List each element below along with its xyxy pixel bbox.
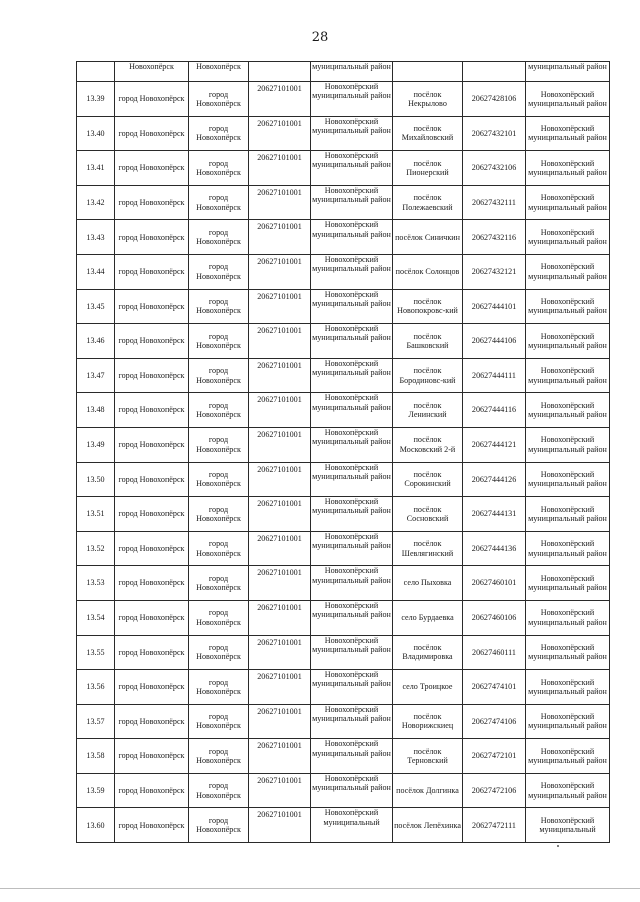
table-row [77, 185, 610, 220]
cell-muni: Новохопёрский муниципальный район [311, 773, 393, 808]
cell-oktmo: 20627472111 [463, 808, 526, 843]
cell-city: город Новохопёрск [115, 393, 189, 428]
cell-settlement: посёлок Башковский [393, 324, 463, 359]
table-row [77, 358, 610, 393]
cell-oktmo: 20627474101 [463, 670, 526, 705]
cell-num: 13.42 [77, 185, 115, 220]
cell-center: город Новохопёрск [189, 808, 249, 843]
cell-center: город Новохопёрск [189, 116, 249, 151]
cell-code: 20627101001 [249, 566, 311, 601]
cell-settlement: посёлок Солонцов [393, 254, 463, 289]
cell-muni: Новохопёрский муниципальный район [311, 670, 393, 705]
cell-settlement: посёлок Московский 2-й [393, 427, 463, 462]
cell-code: 20627101001 [249, 185, 311, 220]
cell-settlement: посёлок Шевлягинский [393, 531, 463, 566]
cell-num: 13.60 [77, 808, 115, 843]
cell-muni: Новохопёрский муниципальный район [311, 427, 393, 462]
cell-oktmo [463, 62, 526, 82]
cell-muni: Новохопёрский муниципальный район [311, 739, 393, 774]
cell-oktmo: 20627444126 [463, 462, 526, 497]
cell-district: Новохопёрский муниципальный район [526, 220, 610, 255]
cell-center: город Новохопёрск [189, 531, 249, 566]
cell-muni: Новохопёрский муниципальный район [311, 185, 393, 220]
table-row [77, 808, 610, 843]
cell-num: 13.44 [77, 254, 115, 289]
cell-settlement: посёлок Новопокровс-кий [393, 289, 463, 324]
cell-settlement: посёлок Терновский [393, 739, 463, 774]
cell-center: город Новохопёрск [189, 324, 249, 359]
table-row [77, 220, 610, 255]
cell-muni: Новохопёрский муниципальный район [311, 462, 393, 497]
cell-muni: Новохопёрский муниципальный район [311, 289, 393, 324]
cell-code: 20627101001 [249, 151, 311, 186]
cell-city: город Новохопёрск [115, 497, 189, 532]
cell-num: 13.47 [77, 358, 115, 393]
table-row [77, 462, 610, 497]
cell-num: 13.56 [77, 670, 115, 705]
cell-district: Новохопёрский муниципальный район [526, 635, 610, 670]
cell-settlement: село Пыховка [393, 566, 463, 601]
cell-city: город Новохопёрск [115, 808, 189, 843]
page-bottom-rule [0, 888, 640, 889]
cell-oktmo: 20627472101 [463, 739, 526, 774]
table-row [77, 393, 610, 428]
cell-oktmo: 20627474106 [463, 704, 526, 739]
cell-code: 20627101001 [249, 220, 311, 255]
cell-city: Новохопёрск [115, 62, 189, 82]
cell-code: 20627101001 [249, 427, 311, 462]
cell-num: 13.57 [77, 704, 115, 739]
cell-code: 20627101001 [249, 808, 311, 843]
cell-city: город Новохопёрск [115, 254, 189, 289]
table-row [77, 324, 610, 359]
cell-oktmo: 20627444121 [463, 427, 526, 462]
cell-city: город Новохопёрск [115, 635, 189, 670]
table-row [77, 116, 610, 151]
cell-center: город Новохопёрск [189, 427, 249, 462]
table-row [77, 531, 610, 566]
cell-code: 20627101001 [249, 82, 311, 117]
table-row [77, 82, 610, 117]
cell-city: город Новохопёрск [115, 739, 189, 774]
cell-center: город Новохопёрск [189, 393, 249, 428]
cell-code: 20627101001 [249, 358, 311, 393]
cell-center: город Новохопёрск [189, 254, 249, 289]
cell-settlement: посёлок Синичкин [393, 220, 463, 255]
cell-center: город Новохопёрск [189, 704, 249, 739]
cell-num: 13.59 [77, 773, 115, 808]
cell-muni: Новохопёрский муниципальный район [311, 531, 393, 566]
cell-settlement: посёлок Ленинский [393, 393, 463, 428]
cell-city: город Новохопёрск [115, 704, 189, 739]
cell-district: Новохопёрский муниципальный район [526, 254, 610, 289]
cell-district: Новохопёрский муниципальный район [526, 393, 610, 428]
table-row [77, 739, 610, 774]
cell-district: Новохопёрский муниципальный район [526, 462, 610, 497]
cell-center: город Новохопёрск [189, 635, 249, 670]
cell-city: город Новохопёрск [115, 531, 189, 566]
cell-district: Новохопёрский муниципальный район [526, 670, 610, 705]
cell-oktmo: 20627472106 [463, 773, 526, 808]
table-row-continued [77, 62, 610, 82]
cell-code: 20627101001 [249, 704, 311, 739]
cell-district: Новохопёрский муниципальный район [526, 358, 610, 393]
table-row [77, 600, 610, 635]
cell-city: город Новохопёрск [115, 324, 189, 359]
cell-district: Новохопёрский муниципальный район [526, 427, 610, 462]
cell-oktmo: 20627432121 [463, 254, 526, 289]
cell-num: 13.46 [77, 324, 115, 359]
cell-district: Новохопёрский муниципальный район [526, 773, 610, 808]
cell-num: 13.49 [77, 427, 115, 462]
table-row [77, 670, 610, 705]
cell-muni: Новохопёрский муниципальный [311, 808, 393, 843]
cell-num: 13.50 [77, 462, 115, 497]
cell-center: город Новохопёрск [189, 462, 249, 497]
cell-muni: Новохопёрский муниципальный район [311, 704, 393, 739]
cell-city: город Новохопёрск [115, 289, 189, 324]
cell-settlement: посёлок Пионерский [393, 151, 463, 186]
cell-city: город Новохопёрск [115, 462, 189, 497]
cell-district: Новохопёрский муниципальный район [526, 739, 610, 774]
cell-center: город Новохопёрск [189, 739, 249, 774]
cell-code: 20627101001 [249, 289, 311, 324]
cell-code: 20627101001 [249, 600, 311, 635]
cell-muni: Новохопёрский муниципальный район [311, 497, 393, 532]
cell-center: город Новохопёрск [189, 185, 249, 220]
cell-num: 13.52 [77, 531, 115, 566]
cell-center: город Новохопёрск [189, 220, 249, 255]
cell-city: город Новохопёрск [115, 82, 189, 117]
cell-center: город Новохопёрск [189, 566, 249, 601]
cell-muni: Новохопёрский муниципальный район [311, 566, 393, 601]
cell-district: Новохопёрский муниципальный район [526, 82, 610, 117]
cell-muni: Новохопёрский муниципальный район [311, 600, 393, 635]
cell-city: город Новохопёрск [115, 600, 189, 635]
cell-settlement: село Бурдаевка [393, 600, 463, 635]
cell-muni: Новохопёрский муниципальный район [311, 220, 393, 255]
cell-muni: Новохопёрский муниципальный район [311, 254, 393, 289]
cell-settlement: посёлок Сосновский [393, 497, 463, 532]
cell-city: город Новохопёрск [115, 151, 189, 186]
cell-city: город Новохопёрск [115, 116, 189, 151]
cell-city: город Новохопёрск [115, 773, 189, 808]
cell-oktmo: 20627444136 [463, 531, 526, 566]
cell-num: 13.45 [77, 289, 115, 324]
table-row [77, 151, 610, 186]
table-row [77, 289, 610, 324]
cell-code: 20627101001 [249, 462, 311, 497]
cell-district: Новохопёрский муниципальный район [526, 324, 610, 359]
cell-settlement [393, 62, 463, 82]
cell-oktmo: 20627444101 [463, 289, 526, 324]
table-row [77, 635, 610, 670]
cell-muni: Новохопёрский муниципальный район [311, 116, 393, 151]
settlement-table [76, 61, 610, 843]
cell-city: город Новохопёрск [115, 427, 189, 462]
cell-settlement: посёлок Некрылово [393, 82, 463, 117]
cell-oktmo: 20627432111 [463, 185, 526, 220]
cell-center: город Новохопёрск [189, 600, 249, 635]
cell-muni: Новохопёрский муниципальный район [311, 393, 393, 428]
cell-city: город Новохопёрск [115, 185, 189, 220]
cell-num: 13.54 [77, 600, 115, 635]
cell-code: 20627101001 [249, 497, 311, 532]
cell-center: город Новохопёрск [189, 497, 249, 532]
cell-district: Новохопёрский муниципальный район [526, 531, 610, 566]
cell-district: Новохопёрский муниципальный район [526, 497, 610, 532]
cell-code: 20627101001 [249, 670, 311, 705]
table-row [77, 566, 610, 601]
cell-center: город Новохопёрск [189, 358, 249, 393]
cell-settlement: посёлок Лепёхинка [393, 808, 463, 843]
cell-num: 13.51 [77, 497, 115, 532]
cell-oktmo: 20627444111 [463, 358, 526, 393]
cell-center: город Новохопёрск [189, 82, 249, 117]
cell-code: 20627101001 [249, 254, 311, 289]
cell-settlement: село Троицкое [393, 670, 463, 705]
cell-city: город Новохопёрск [115, 566, 189, 601]
cell-settlement: посёлок Новорижскиец [393, 704, 463, 739]
cell-oktmo: 20627460101 [463, 566, 526, 601]
table-row [77, 497, 610, 532]
cell-district: Новохопёрский муниципальный район [526, 566, 610, 601]
cell-num: 13.53 [77, 566, 115, 601]
cell-center: город Новохопёрск [189, 670, 249, 705]
cell-code [249, 62, 311, 82]
cell-settlement: посёлок Михайловский [393, 116, 463, 151]
cell-city: город Новохопёрск [115, 220, 189, 255]
table-row [77, 704, 610, 739]
cell-num [77, 62, 115, 82]
cell-code: 20627101001 [249, 773, 311, 808]
cell-muni: Новохопёрский муниципальный район [311, 358, 393, 393]
table-row [77, 427, 610, 462]
cell-muni: Новохопёрский муниципальный район [311, 151, 393, 186]
cell-settlement: посёлок Бородиновс-кий [393, 358, 463, 393]
cell-code: 20627101001 [249, 531, 311, 566]
cell-num: 13.55 [77, 635, 115, 670]
table-row [77, 773, 610, 808]
cell-oktmo: 20627432116 [463, 220, 526, 255]
cell-code: 20627101001 [249, 635, 311, 670]
cell-oktmo: 20627444131 [463, 497, 526, 532]
cell-num: 13.58 [77, 739, 115, 774]
cell-num: 13.41 [77, 151, 115, 186]
cell-oktmo: 20627444116 [463, 393, 526, 428]
cell-oktmo: 20627432101 [463, 116, 526, 151]
cell-num: 13.48 [77, 393, 115, 428]
cell-center: город Новохопёрск [189, 151, 249, 186]
cell-num: 13.40 [77, 116, 115, 151]
cell-district: Новохопёрский муниципальный район [526, 151, 610, 186]
cell-settlement: посёлок Сорокинский [393, 462, 463, 497]
cell-district: Новохопёрский муниципальный район [526, 704, 610, 739]
cell-oktmo: 20627460111 [463, 635, 526, 670]
cell-district: муниципальный район [526, 62, 610, 82]
cell-district: Новохопёрский муниципальный район [526, 600, 610, 635]
cell-city: город Новохопёрск [115, 670, 189, 705]
cell-muni: Новохопёрский муниципальный район [311, 635, 393, 670]
cell-district: Новохопёрский муниципальный район [526, 289, 610, 324]
cell-district: Новохопёрский муниципальный [526, 808, 610, 843]
table-body [77, 62, 610, 843]
cell-muni: муниципальный район [311, 62, 393, 82]
cell-code: 20627101001 [249, 116, 311, 151]
cell-code: 20627101001 [249, 739, 311, 774]
cell-center: Новохопёрск [189, 62, 249, 82]
cell-code: 20627101001 [249, 324, 311, 359]
cell-district: Новохопёрский муниципальный район [526, 116, 610, 151]
cell-city: город Новохопёрск [115, 358, 189, 393]
scan-mark [557, 845, 559, 847]
cell-oktmo: 20627460106 [463, 600, 526, 635]
cell-settlement: посёлок Долгинка [393, 773, 463, 808]
cell-oktmo: 20627432106 [463, 151, 526, 186]
cell-muni: Новохопёрский муниципальный район [311, 324, 393, 359]
cell-settlement: посёлок Владимировка [393, 635, 463, 670]
cell-settlement: посёлок Полежаевский [393, 185, 463, 220]
cell-oktmo: 20627428106 [463, 82, 526, 117]
cell-oktmo: 20627444106 [463, 324, 526, 359]
page-number: 28 [311, 30, 329, 45]
cell-district: Новохопёрский муниципальный район [526, 185, 610, 220]
cell-center: город Новохопёрск [189, 289, 249, 324]
cell-code: 20627101001 [249, 393, 311, 428]
cell-num: 13.43 [77, 220, 115, 255]
cell-num: 13.39 [77, 82, 115, 117]
table-row [77, 254, 610, 289]
cell-center: город Новохопёрск [189, 773, 249, 808]
cell-muni: Новохопёрский муниципальный район [311, 82, 393, 117]
